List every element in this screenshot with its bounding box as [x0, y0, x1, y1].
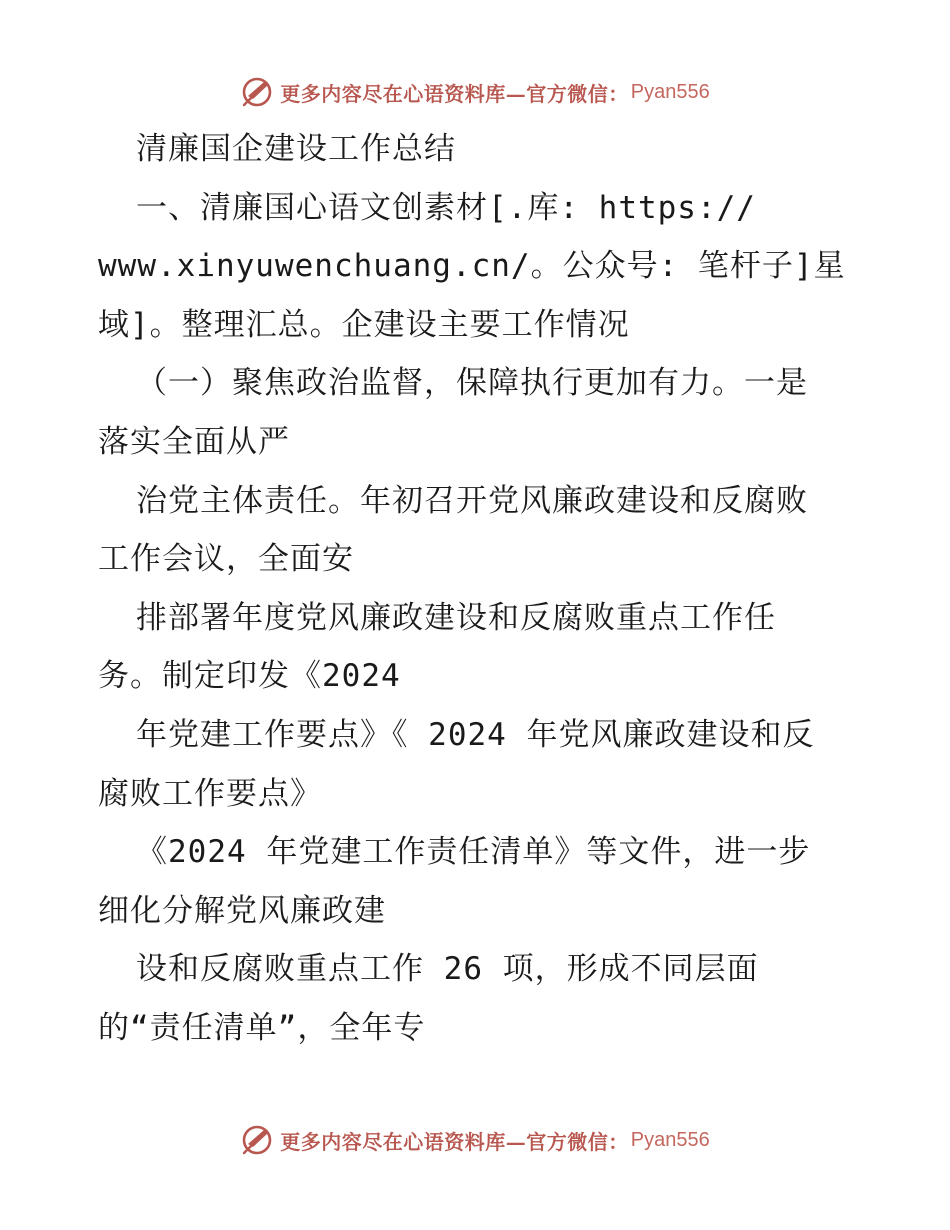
text-line: 一、清廉国心语文创素材[.库: https:// — [136, 189, 756, 226]
banner-wechat-id: Pyan556 — [630, 80, 710, 103]
quill-logo-icon — [240, 1122, 276, 1158]
text-line: 的“责任清单”，全年专 — [98, 1009, 426, 1046]
text-line: 务。制定印发《2024 — [98, 658, 401, 695]
text-line: 腐败工作要点》 — [98, 775, 322, 812]
text-line: 细化分解党风廉政建 — [98, 892, 386, 929]
text-line: 治党主体责任。年初召开党风廉政建设和反腐败 — [136, 482, 808, 519]
text-line: www.xinyuwenchuang.cn/。公众号: 笔杆子]星 — [98, 248, 846, 285]
quill-logo-icon — [240, 74, 276, 110]
text-line: （一）聚焦政治监督，保障执行更加有力。一是 — [136, 365, 808, 402]
text-line: 工作会议，全面安 — [98, 541, 354, 578]
text-line: 设和反腐败重点工作 26 项，形成不同层面 — [136, 951, 759, 988]
text-line: 排部署年度党风廉政建设和反腐败重点工作任 — [136, 599, 776, 636]
footer-banner — [0, 1120, 950, 1160]
text-line: 域]。整理汇总。企建设主要工作情况 — [98, 306, 630, 343]
banner-wechat-id: Pyan556 — [630, 1128, 710, 1151]
document-body — [98, 120, 868, 1058]
text-line: 《2024 年党建工作责任清单》等文件，进一步 — [136, 834, 811, 871]
header-banner — [0, 72, 950, 112]
banner-slogan: 更多内容尽在心语资料库—官方微信： — [280, 1129, 629, 1154]
document-title: 清廉国企建设工作总结 — [136, 131, 456, 167]
text-line: 落实全面从严 — [98, 423, 290, 460]
banner-slogan: 更多内容尽在心语资料库—官方微信： — [280, 81, 629, 106]
text-line: 年党建工作要点》《 2024 年党风廉政建设和反 — [136, 716, 815, 753]
